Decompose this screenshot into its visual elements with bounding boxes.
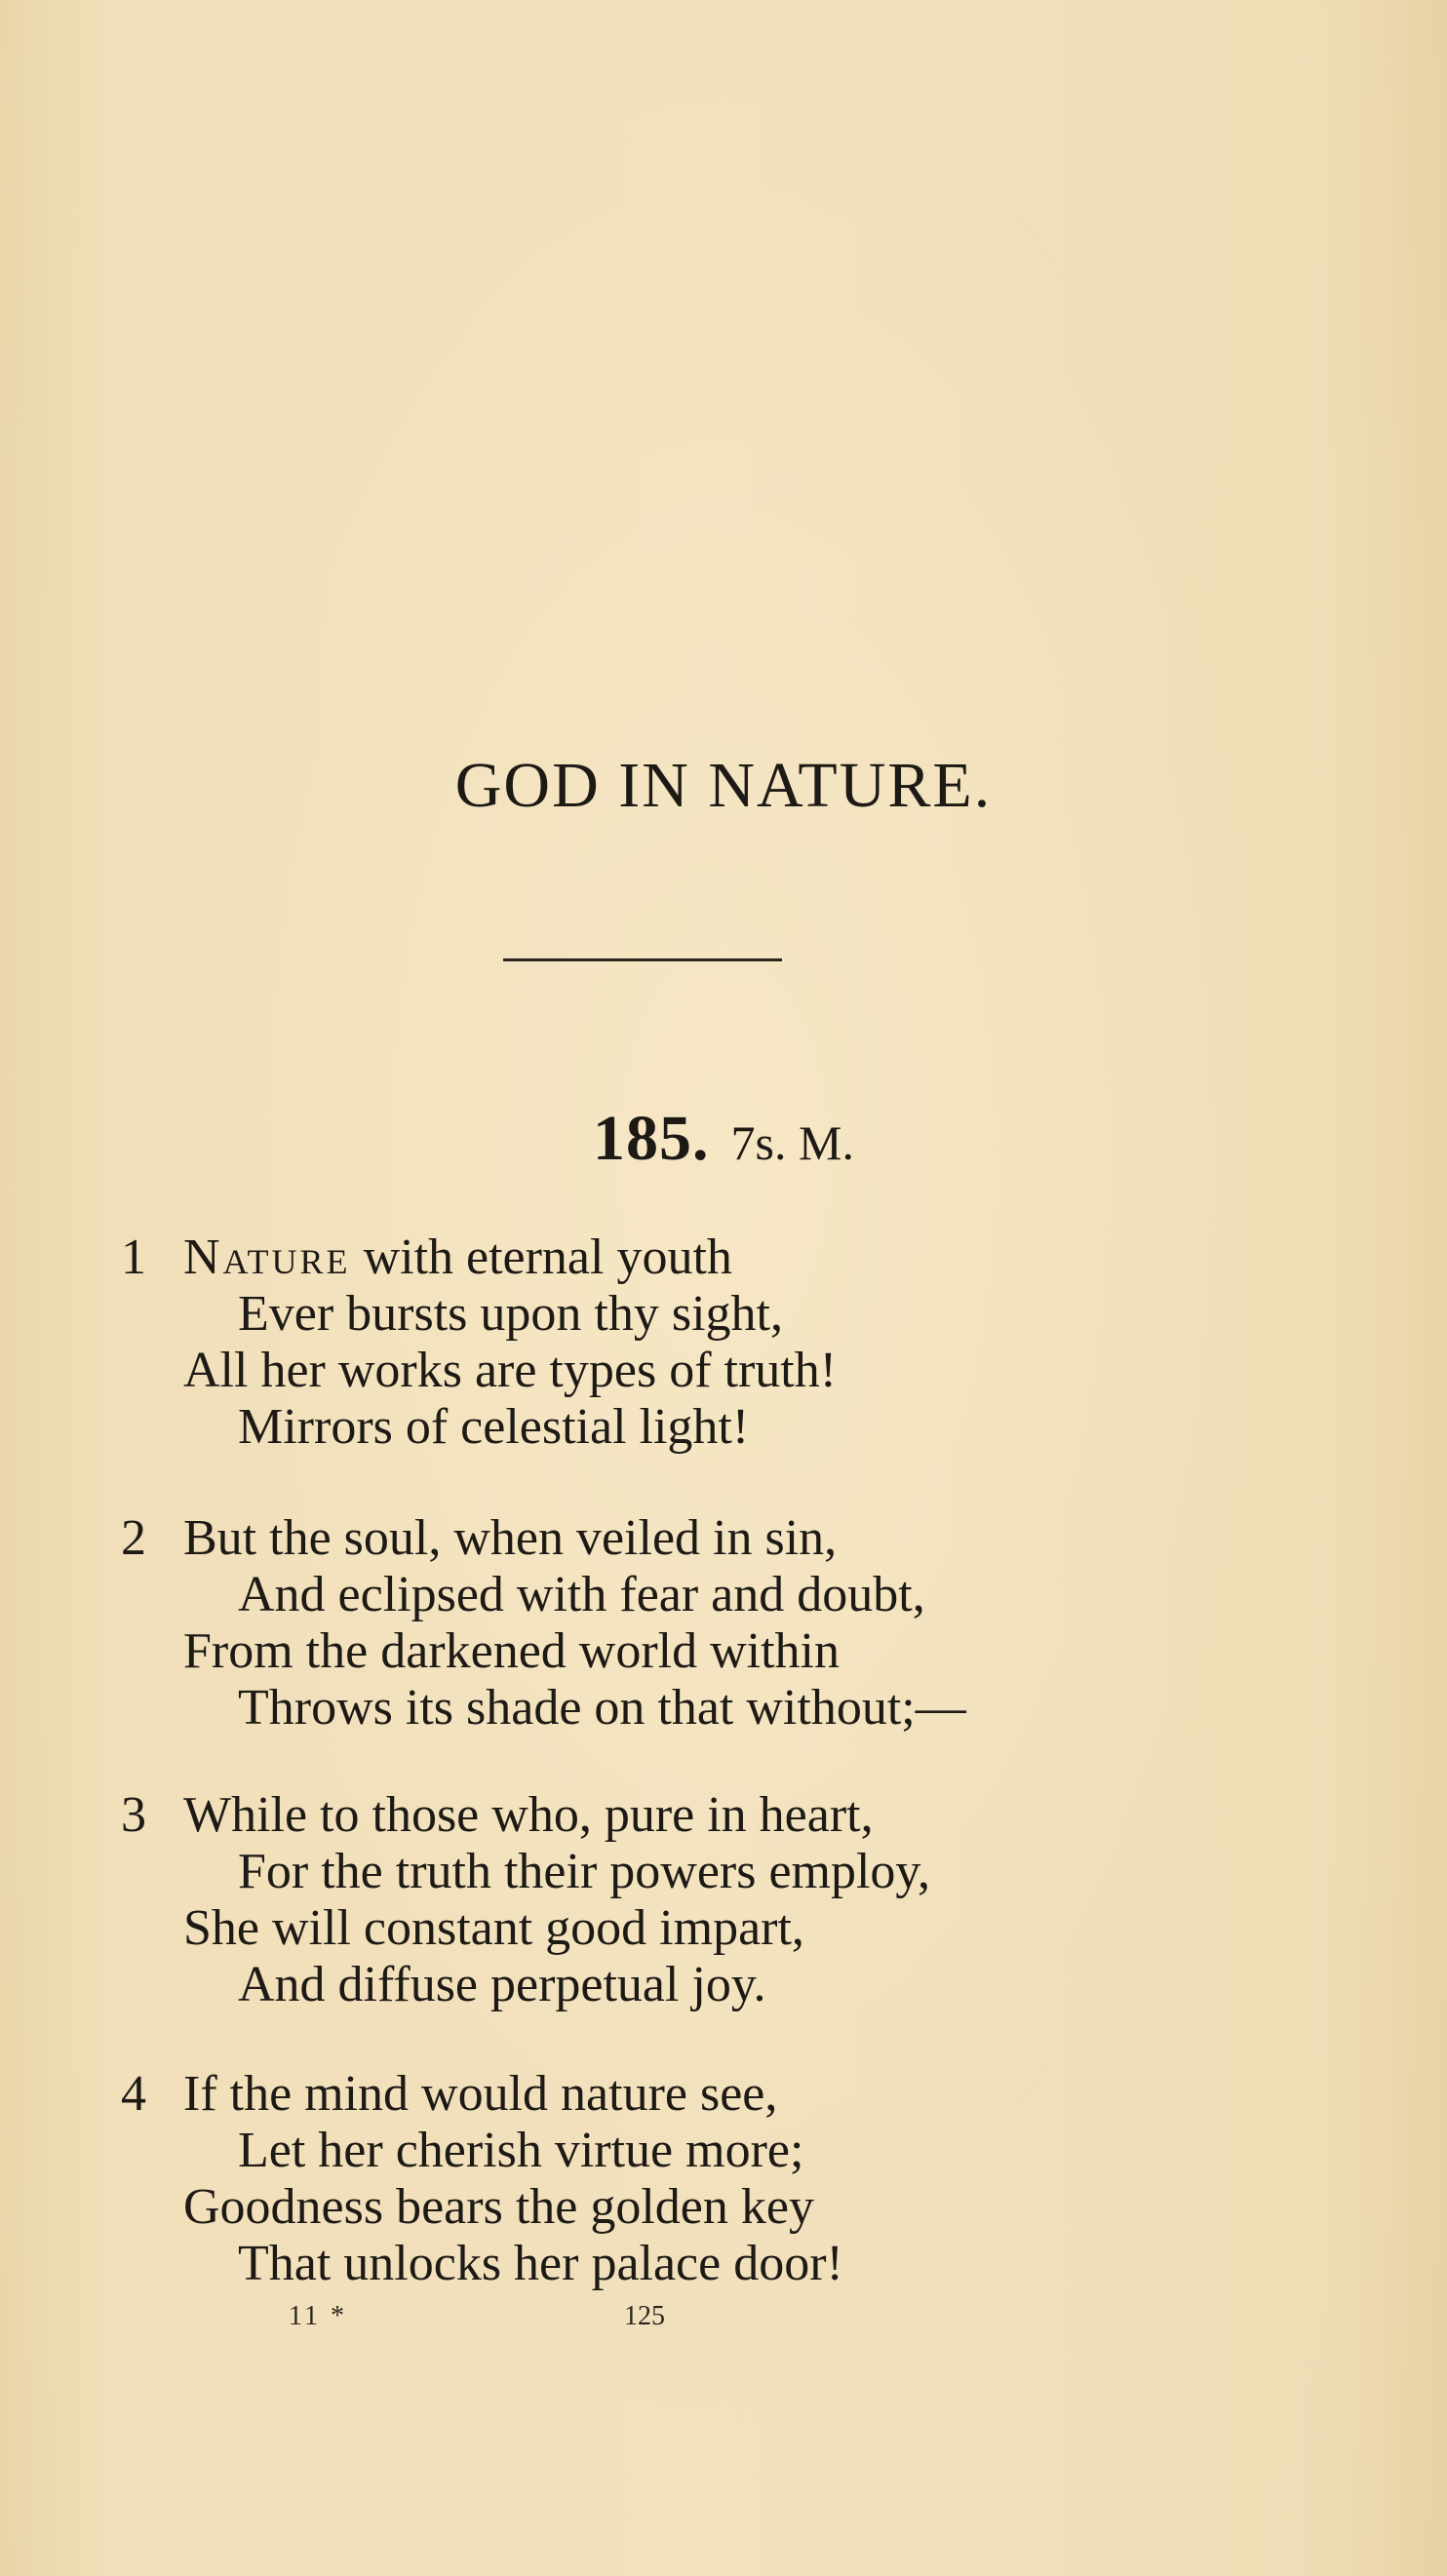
signature-mark: 11 *: [289, 2301, 347, 2331]
stanza-line: That unlocks her palace door!: [238, 2236, 843, 2291]
stanza-number: 3: [121, 1787, 146, 1843]
stanza-number: 4: [121, 2066, 146, 2122]
stanza-number: 1: [121, 1229, 146, 1285]
stanza-line: And eclipsed with fear and doubt,: [238, 1567, 925, 1622]
page-number: 125: [624, 2301, 665, 2331]
hymn-number: 185.: [593, 1103, 710, 1174]
stanza-line: All her works are types of truth!: [183, 1343, 838, 1398]
stanza-line: But the soul, when veiled in sin,: [183, 1510, 838, 1566]
hymn-heading: [0, 1102, 1447, 1176]
stanza-line: And diffuse perpetual joy.: [238, 1957, 766, 2012]
stanza-line: If the mind would nature see,: [183, 2066, 778, 2122]
stanza-line: Mirrors of celestial light!: [238, 1399, 750, 1455]
stanza-first-word: Nature: [183, 1229, 351, 1285]
stanza-line: Ever bursts upon thy sight,: [238, 1286, 783, 1342]
stanza-line: Throws its shade on that without;—: [238, 1680, 966, 1736]
stanza-line: From the darkened world within: [183, 1623, 840, 1679]
stanza-line: She will constant good impart,: [183, 1900, 804, 1956]
hymn-meter: 7s. M.: [730, 1115, 854, 1170]
stanza-line: For the truth their powers employ,: [238, 1844, 931, 1899]
stanza-line-text: with eternal youth: [350, 1229, 732, 1285]
stanza-line: While to those who, pure in heart,: [183, 1787, 874, 1843]
stanza-line: [183, 1229, 732, 1285]
section-title: GOD IN NATURE.: [454, 750, 993, 821]
title-rule: [503, 958, 782, 961]
stanza-line: Goodness bears the golden key: [183, 2179, 814, 2235]
stanza-line: Let her cherish virtue more;: [238, 2123, 804, 2178]
stanza-number: 2: [121, 1510, 146, 1566]
